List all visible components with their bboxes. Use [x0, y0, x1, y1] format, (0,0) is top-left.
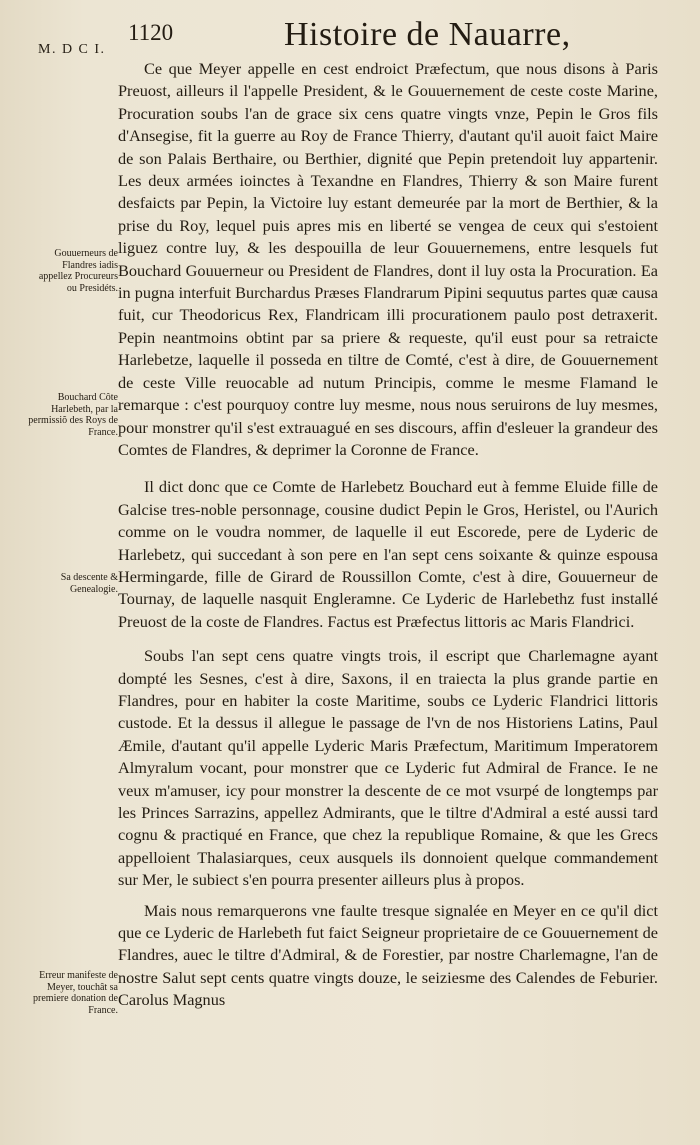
body-text	[118, 58, 658, 1012]
year-marginal: M. D C I.	[38, 42, 106, 57]
running-title: Histoire de Nauarre,	[284, 16, 571, 53]
margin-note-error: Erreur manifeste de Meyer, touchât sa premiere donation de France.	[33, 970, 118, 1016]
paragraph: Ce que Meyer appelle en cest endroict Præfectum, que nous disons à Paris Preuost, ailleurs il l'appelle President, & le Gouuernement de ceste coste Marine, Procuration soubs l'an de grace six cens quatre vingts vnze, Pepin le Gros fils d'Ansegise, fit la guerre au Roy de France Thierry, d'autant qu'il auoit faict Maire de son Palais Berthaire, ou Berthier, dignité que Pepin pretendoit luy appartenir. Les deux armées ioinctes à Texandne en Flandres, Thierry & son Maire furent desfaicts par Pepin, la Victoire luy estant demeurée par la mort de Berthier, & la prise du Roy, lequel puis apres mis en liberté se vengea de ceux qui s'estoient liguez contre luy, & les despouilla de leur Gouuernemens, entre lesquels fut Bouchard Gouuerneur ou President de Flandres, dont il luy osta la Procuration. Ea in pugna interfuit Burchardus Præses Flandrarum Pipini sequutus partes quæ causa fuit, cur Theodoricus Rex, Flandricam illi procurationem paulo post detraxerit. Pepin neantmoins obtint par sa priere & requeste, qu'il eust pour sa retraicte Harlebetze, laquelle il posseda en tiltre de Comté, c'est à dire, de Gouuernement de ceste Ville reuocable ad nutum Principis, comme le mesme Flamand le remarque : c'est pourquoy contre luy mesme, nous nous seruirons de luy mesmes, pour monstrer qu'il s'est extrauagué en ses discours, affin d'esleuer la grandeur des Comtes de Flandres, & deprimer la Coronne de France.	[118, 59, 658, 459]
paragraph: Mais nous remarquerons vne faulte tresque signalée en Meyer en ce qu'il dict que ce Lyderic de Harlebeth fut faict Seigneur proprietaire de ce Gouuernement de Flandres, auec le tiltre d'Admiral, & de Forestier, par nostre Charlemagne, l'an de nostre Salut sept cents quatre vingts douze, le seiziesme des Calendes de Feburier. Carolus Magnus	[118, 900, 658, 1010]
paragraph: Il dict donc que ce Comte de Harlebetz Bouchard eut à femme Eluide fille de Galcise tres-noble personnage, cousine dudict Pepin le Gros, Heristel, ou l'Aurich comme on le voudra nommer, de laquelle il eut Escorede, pere de Lyderic de Harlebetz, qui succedant à son pere en l'an sept cens soixante & quinze espousa Hermingarde, fille de Girard de Roussillon Comte, c'est à dire, Gouuerneur de Tournay, de laquelle nasquit Engleramne. Ce Lyderic de Harlebethz fust installé Preuost de la coste de Flandres. Factus est Præfectus littoris ac Maris Flandrici.	[118, 477, 658, 631]
margin-note-governors: Gouuerneurs de Flandres iadis appellez Procureurs ou Presidéts.	[38, 248, 118, 294]
paragraph: Soubs l'an sept cens quatre vingts trois, il escript que Charlemagne ayant dompté les Sesnes, c'est à dire, Saxons, il en traiecta la plus grande partie en Flandres, pour en habiter la coste Maritime, soubs ce Lyderic Flandrici littoris custode. Et la dessus il allegue le passage de l'vn de nos Historiens Latins, Paul Æmile, d'autant qu'il appelle Lyderic Maris Præfectum, Maritimum Imperatorem Almyralum vocant, pour monstrer que ce Lyderic fut Admiral de France. Ie ne veux m'amuser, icy pour monstrer la descente de ce mot vsurpé de longtemps par les Princes Sarrazins, appellez Admirants, que le tiltre d'Admiral a esté aussi tard cognu & practiqué en France, que chez la republique Romaine, & que les Grecs appelloient Thalasiarques, ceux ausquels ils donnoient quelque commandement sur Mer, le subiect s'en pourra presenter ailleurs plus à propos.	[118, 646, 658, 890]
margin-note-genealogy: Sa descente & Genealogie.	[60, 572, 118, 595]
page-number: 1120	[128, 20, 174, 45]
margin-note-bouchard: Bouchard Côte Harlebeth, par la permissiõ des Roys de France.	[28, 392, 118, 438]
